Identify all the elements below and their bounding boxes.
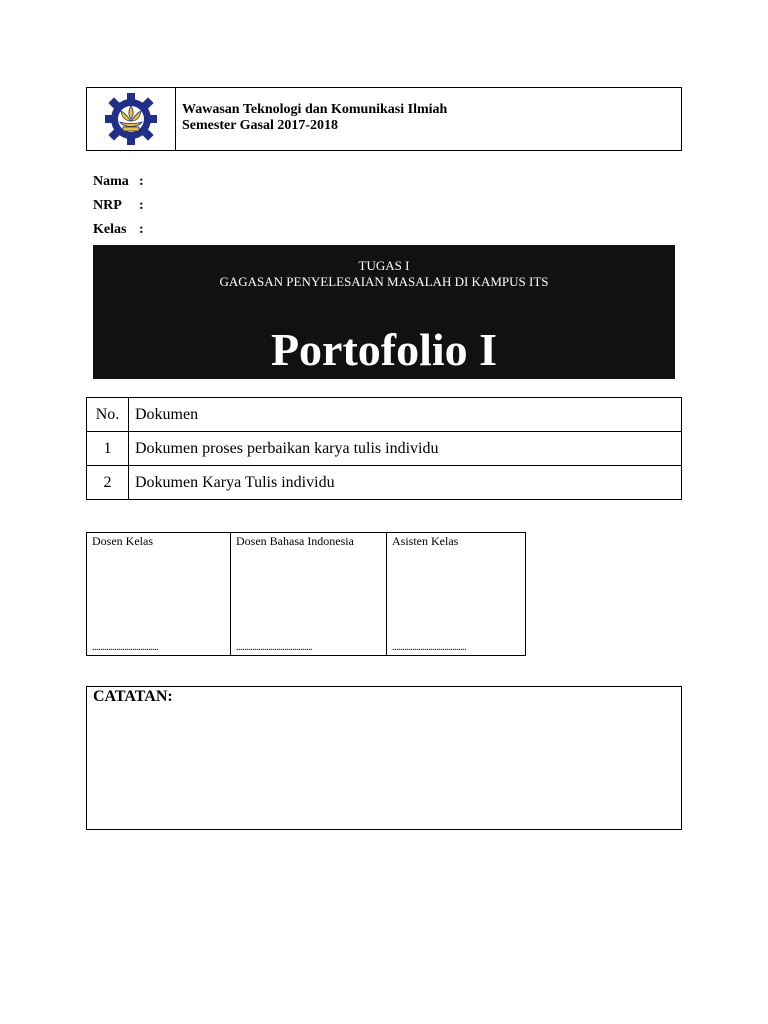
signature-table — [86, 532, 526, 656]
logo-cell — [87, 88, 176, 150]
signature-cell-dosen-bahasa — [231, 533, 387, 656]
student-fields — [93, 173, 144, 245]
notes-box — [86, 686, 682, 830]
field-colon: : — [139, 198, 144, 213]
signature-cell-dosen-kelas — [87, 533, 231, 656]
table-row — [87, 432, 682, 466]
banner-line-1: TUGAS I — [358, 258, 410, 273]
assignment-banner — [93, 245, 675, 379]
header-box — [86, 87, 682, 151]
header-dokumen: Dokumen — [129, 398, 682, 432]
signature-line: ...................................... — [236, 642, 312, 653]
field-kelas — [93, 221, 144, 245]
signature-label: Dosen Kelas — [92, 534, 153, 548]
signature-cell-asisten — [387, 533, 526, 656]
field-nama — [93, 173, 144, 197]
signature-line: ..................................... — [392, 642, 466, 653]
banner-line-2: GAGASAN PENYELESAIAN MASALAH DI KAMPUS ITS — [219, 274, 549, 289]
row-number: 2 — [87, 466, 129, 500]
documents-table — [86, 397, 682, 500]
header-no: No. — [87, 398, 129, 432]
notes-title: CATATAN: — [93, 688, 173, 705]
field-nrp — [93, 197, 144, 221]
table-row — [87, 466, 682, 500]
signature-line: ................................. — [92, 642, 158, 653]
row-number: 1 — [87, 432, 129, 466]
its-gear-logo-icon — [101, 91, 161, 147]
table-header-row — [87, 398, 682, 432]
field-colon: : — [139, 174, 144, 189]
signature-label: Asisten Kelas — [392, 534, 459, 548]
semester-label: Semester Gasal 2017-2018 — [182, 118, 339, 133]
header-text — [176, 88, 447, 150]
row-document: Dokumen proses perbaikan karya tulis individu — [129, 432, 682, 466]
row-document: Dokumen Karya Tulis individu — [129, 466, 682, 500]
course-title: Wawasan Teknologi dan Komunikasi Ilmiah — [182, 102, 448, 117]
field-colon: : — [139, 222, 144, 237]
field-label: NRP — [93, 198, 122, 213]
portfolio-title: Portofolio I — [270, 324, 498, 375]
signature-label: Dosen Bahasa Indonesia — [236, 534, 354, 548]
field-label: Kelas — [93, 222, 127, 237]
field-label: Nama — [93, 174, 129, 189]
